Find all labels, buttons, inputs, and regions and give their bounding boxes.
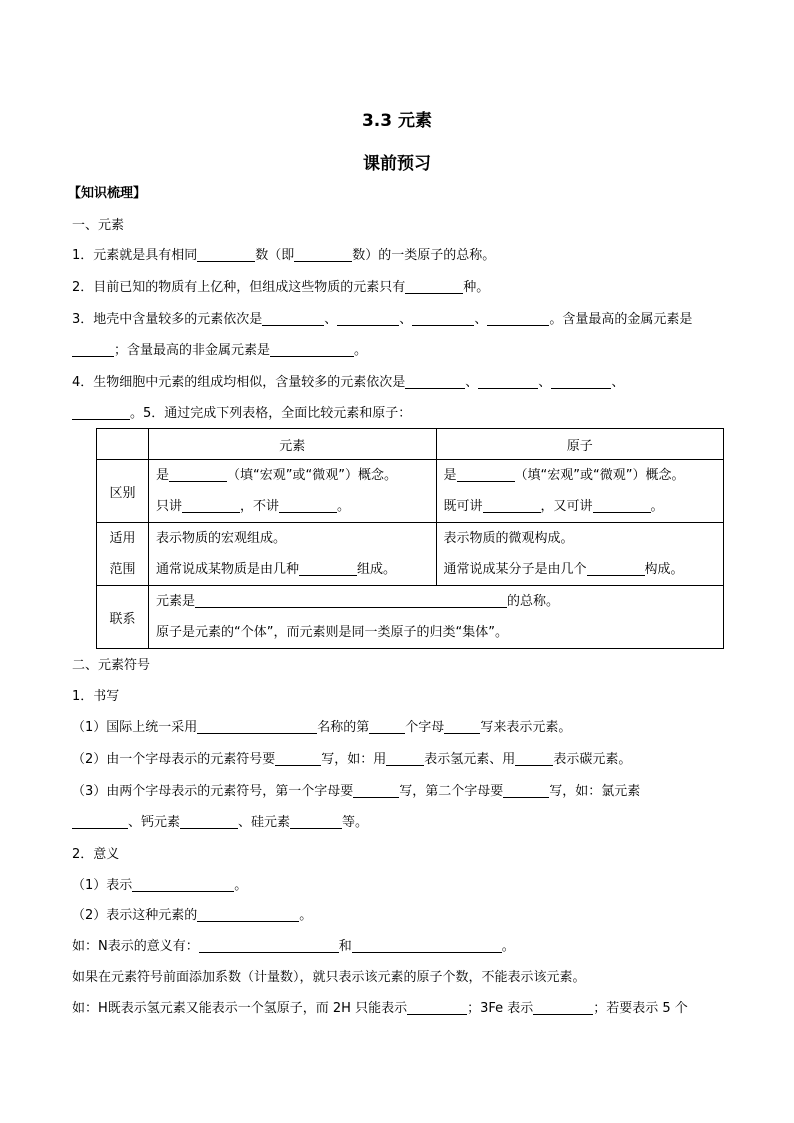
subheading-writing: 1．书写 (72, 689, 120, 704)
blank[interactable] (483, 498, 541, 513)
blank[interactable] (412, 311, 474, 326)
blank[interactable] (503, 783, 549, 798)
cell-atom-scope: 表示物质的微观构成。 通常说成某分子是由几个 构成。 (436, 523, 724, 586)
blank[interactable] (294, 247, 352, 262)
comparison-table (96, 428, 724, 649)
blank[interactable] (352, 938, 502, 953)
blank[interactable] (353, 783, 399, 798)
blank[interactable] (270, 342, 354, 357)
page-subtitle: 课前预习 (363, 154, 431, 174)
writing-item-1: （1）国际上统一采用 名称的第 个字母 写来表示元素。 (72, 720, 572, 735)
section-heading-symbols: 二、元素符号 (72, 658, 151, 673)
cell-link: 元素是 的总称。 原子是元素的“个体”，而元素则是同一类原子的归类“集体”。 (149, 586, 724, 649)
blank[interactable] (290, 814, 342, 829)
blank[interactable] (478, 374, 538, 389)
row-label-scope: 适用 范围 (97, 523, 149, 586)
example-n: 如：N表示的意义有： 和 。 (72, 939, 515, 954)
example-h: 如：H既表示氢元素又能表示一个氢原子，而 2H 只能表示 ；3Fe 表示 ；若要表示 5 个 (72, 1001, 688, 1016)
blank[interactable] (197, 907, 299, 922)
subheading-meaning: 2．意义 (72, 847, 120, 862)
question-3-line-2: ；含量最高的非金属元素是 。 (72, 341, 367, 361)
blank[interactable] (72, 814, 128, 829)
question-1: 1．元素就是具有相同 数（即 数）的一类原子的总称。 (72, 248, 496, 263)
page-title: 3.3 元素 (361, 111, 433, 131)
section-knowledge: 【知识梳理】 (68, 186, 147, 201)
blank[interactable] (72, 405, 130, 420)
blank[interactable] (337, 311, 399, 326)
table-header-atom: 原子 (436, 429, 724, 460)
blank[interactable] (180, 814, 238, 829)
blank[interactable] (299, 561, 357, 576)
writing-item-3-line-1: （3）由两个字母表示的元素符号，第一个字母要 写，第二个字母要 写，如：氯元素 (72, 784, 641, 799)
cell-element-scope: 表示物质的宏观组成。 通常说成某物质是由几种 组成。 (149, 523, 437, 586)
blank[interactable] (386, 751, 424, 766)
blank[interactable] (132, 877, 234, 892)
blank[interactable] (197, 247, 255, 262)
blank[interactable] (515, 751, 553, 766)
writing-item-3-line-2: 、钙元素 、硅元素 等。 (72, 813, 368, 833)
cell-atom-difference: 是 （填“宏观”或“微观”）概念。 既可讲 ，又可讲 。 (436, 460, 724, 523)
question-2: 2．目前已知的物质有上亿种，但组成这些物质的元素只有 种。 (72, 280, 490, 295)
blank[interactable] (72, 342, 114, 357)
blank[interactable] (407, 1000, 467, 1015)
blank[interactable] (593, 498, 651, 513)
blank[interactable] (275, 751, 321, 766)
blank[interactable] (587, 561, 645, 576)
blank[interactable] (444, 719, 480, 734)
meaning-item-2: （2）表示这种元素的 。 (72, 908, 313, 923)
blank[interactable] (279, 498, 337, 513)
question-3-line-1: 3．地壳中含量较多的元素依次是 、 、 、 。含量最高的金属元素是 (72, 312, 693, 327)
blank[interactable] (197, 719, 317, 734)
blank[interactable] (199, 938, 339, 953)
blank[interactable] (182, 498, 240, 513)
table-header-element: 元素 (149, 429, 437, 460)
blank[interactable] (405, 374, 465, 389)
question-4-line-1: 4．生物细胞中元素的组成均相似，含量较多的元素依次是 、 、 、 (72, 375, 625, 390)
coefficient-note: 如果在元素符号前面添加系数（计量数），就只表示该元素的原子个数，不能表示该元素。 (72, 970, 586, 985)
cell-element-difference: 是 （填“宏观”或“微观”）概念。 只讲 ，不讲 。 (149, 460, 437, 523)
row-label-difference: 区别 (97, 460, 149, 523)
row-label-link: 联系 (97, 586, 149, 649)
blank[interactable] (262, 311, 324, 326)
blank[interactable] (533, 1000, 593, 1015)
blank[interactable] (487, 311, 549, 326)
blank[interactable] (169, 467, 227, 482)
blank[interactable] (369, 719, 405, 734)
blank[interactable] (551, 374, 611, 389)
question-4-line-2: 。5．通过完成下列表格，全面比较元素和原子： (72, 404, 411, 424)
table-corner (97, 429, 149, 460)
writing-item-2: （2）由一个字母表示的元素符号要 写，如：用 表示氢元素、用 表示碳元素。 (72, 752, 632, 767)
meaning-item-1: （1）表示 。 (72, 878, 248, 893)
blank[interactable] (457, 467, 515, 482)
section-heading-elements: 一、元素 (72, 218, 125, 233)
blank[interactable] (405, 279, 463, 294)
blank[interactable] (195, 593, 507, 608)
